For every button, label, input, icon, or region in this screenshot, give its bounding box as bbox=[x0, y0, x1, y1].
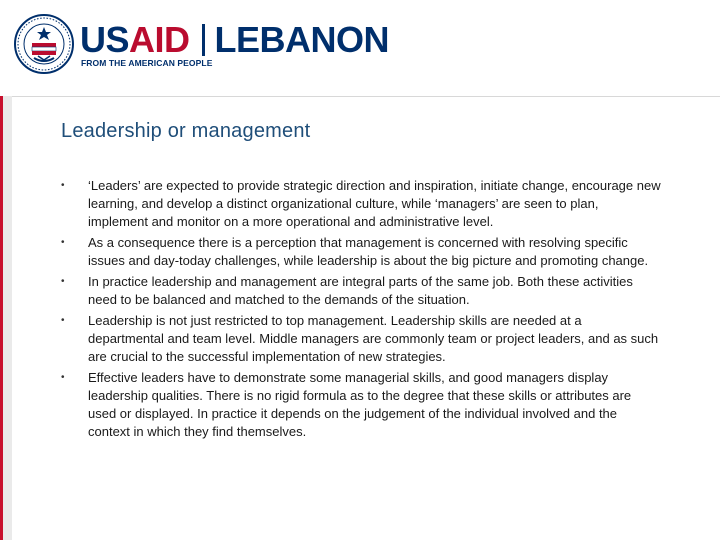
slide-title: Leadership or management bbox=[61, 120, 311, 142]
bullet-marker: • bbox=[61, 180, 65, 191]
bullet-marker: • bbox=[61, 237, 65, 248]
bullet-list bbox=[61, 177, 661, 441]
brand-separator bbox=[202, 24, 205, 56]
bullet-item bbox=[61, 234, 661, 270]
bullet-item bbox=[61, 273, 661, 309]
usaid-seal-icon bbox=[14, 14, 74, 74]
brand-us: US bbox=[80, 19, 130, 60]
bullet-item bbox=[61, 369, 661, 441]
bullet-text: Effective leaders have to demonstrate some managerial skills, and good managers display leadership qualities. There is no rigid formula as to the degree that these skills or attributes are used or displayed. In practice it depends on the judgement of the individual involved and the context in which they find themselves. bbox=[88, 370, 632, 439]
bullet-marker: • bbox=[61, 372, 65, 383]
bullet-item bbox=[61, 312, 661, 366]
brand-country: LEBANON bbox=[214, 19, 390, 60]
brand-aid: AID bbox=[129, 19, 190, 60]
header-divider bbox=[0, 96, 720, 97]
brand-tagline: FROM THE AMERICAN PEOPLE bbox=[81, 58, 213, 68]
bullet-text: ‘Leaders’ are expected to provide strategic direction and inspiration, initiate change, encourage new learning, and develop a distinct organizational culture, while ‘managers’ are seen to plan, implement and monitor on a more operational and administrative level. bbox=[88, 178, 661, 229]
bullet-item bbox=[61, 177, 661, 231]
usaid-lebanon-wordmark bbox=[80, 20, 389, 60]
bullet-marker: • bbox=[61, 276, 65, 287]
bullet-text: Leadership is not just restricted to top management. Leadership skills are needed at a departmental and team level. Middle managers are commonly team or project leaders, and as such are crucial to the successful implementation of new strategies. bbox=[88, 313, 659, 364]
bullet-text: In practice leadership and management are integral parts of the same job. Both these activities need to be balanced and matched to the demands of the situation. bbox=[88, 274, 633, 307]
bullet-marker: • bbox=[61, 315, 65, 326]
slide-header bbox=[0, 0, 720, 96]
bullet-text: As a consequence there is a perception that management is concerned with resolving specific issues and day-today challenges, while leadership is about the big picture and promoting change. bbox=[88, 235, 649, 268]
left-accent-band bbox=[0, 96, 12, 540]
